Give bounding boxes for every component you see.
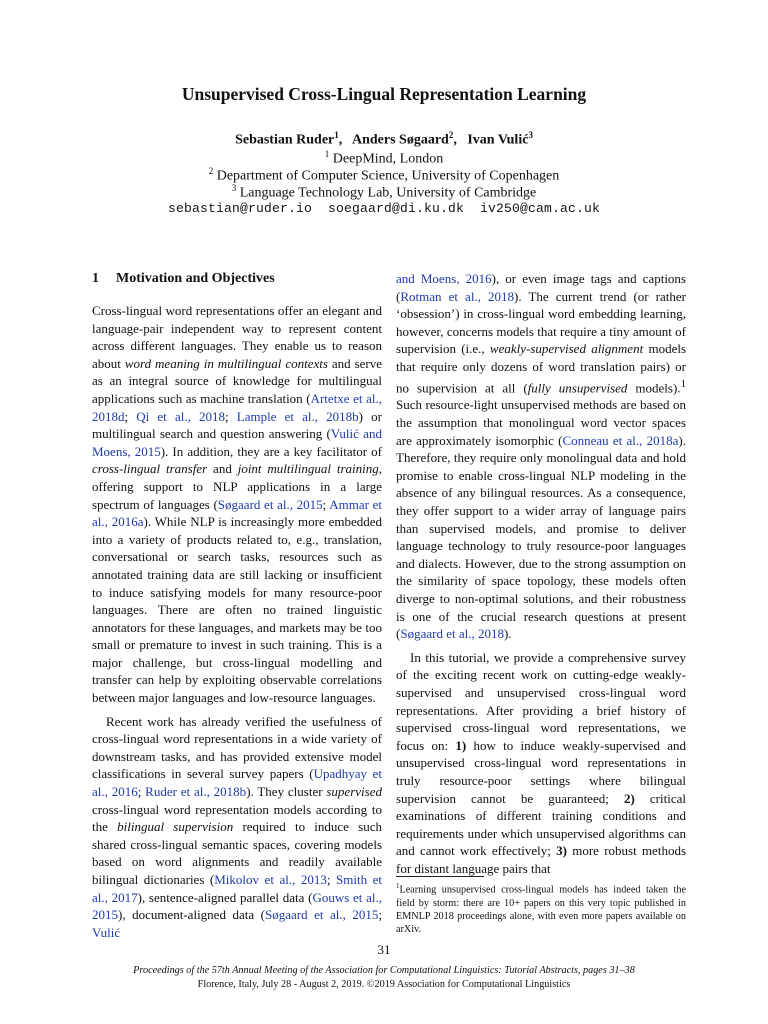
author-name: Anders Søgaard <box>351 132 449 148</box>
text-run: ; <box>378 907 382 923</box>
section-number: 1 <box>92 271 99 286</box>
text-run: ). In addition, they are a key facilitator of <box>160 443 382 459</box>
citation-link[interactable]: Artetxe et al., 2018d <box>92 390 382 424</box>
author-name: Ivan Vulić <box>467 132 529 148</box>
affiliation <box>0 183 768 202</box>
author-separator: , <box>338 132 346 148</box>
section-heading <box>92 270 382 290</box>
emphasis: supervised <box>326 784 382 800</box>
affiliation-mark: 1 <box>324 149 330 159</box>
author-name: Sebastian Ruder <box>235 132 335 148</box>
text-run: models). <box>627 379 681 395</box>
author-affiliation-mark: 3 <box>528 130 533 140</box>
text-run: Cross-lingual word representations offer an elegant and language-pair independent way to represent content across different languages. They enable us to reason about <box>92 303 382 371</box>
right-column <box>396 270 686 878</box>
text-run: ; <box>124 408 137 424</box>
emphasis: weakly-supervised alignment <box>489 341 644 357</box>
text-run: ; <box>322 496 330 512</box>
affiliation-mark: 3 <box>231 183 237 193</box>
affiliation <box>0 166 768 185</box>
text-run: ), or even image tags and captions ( <box>396 271 686 304</box>
text-run: ). <box>503 626 512 642</box>
citation-link[interactable]: Vulić <box>92 924 121 940</box>
text-run: ). They cluster <box>246 784 327 800</box>
author-separator: , <box>453 132 461 148</box>
bold-marker: 2) <box>623 790 635 806</box>
bold-marker: 3) <box>556 843 567 859</box>
footnote-rule <box>396 876 484 877</box>
footnote-mark: 1 <box>396 882 400 890</box>
emphasis: fully unsupervised <box>527 379 628 395</box>
citation-link[interactable]: Vulić and Moens, 2015 <box>92 426 382 459</box>
author-emails: sebastian@ruder.io soegaard@di.ku.dk iv250@cam.ac.uk <box>167 201 601 216</box>
paragraph <box>396 649 686 878</box>
text-run: ) or multilingual search and question answering ( <box>92 408 382 442</box>
text-run: ). Therefore, they require only monolingual data and hold promise to enable cross-lingual NLP modeling in the absence of any bilingual resources. As a consequence, they offer support to a wider array of language pairs than supervised models, and promise to deliver language technology to truly resource-poor languages and dialects. However, due to the strong assumption on the similarity of space topology, these models often diverge to non-optimal solutions, and their robustness is one of the crucial research questions at present ( <box>396 432 686 642</box>
text-run: ; <box>224 408 237 424</box>
text-run: Such resource-light unsupervised methods are based on the assumption that monolingual word vector spaces are approximately isomorphic ( <box>396 397 686 448</box>
text-run: and <box>207 461 238 477</box>
affiliation <box>0 149 768 168</box>
text-run: cross-lingual word representation models according to the <box>92 801 382 835</box>
author-affiliation-mark: 1 <box>334 130 339 140</box>
paragraph <box>396 270 686 643</box>
author-affiliation-mark: 2 <box>448 130 454 140</box>
paper-title: Unsupervised Cross-Lingual Representation Learning <box>181 84 587 104</box>
paragraph <box>92 713 382 942</box>
emphasis: bilingual supervision <box>117 819 234 835</box>
affiliation-mark: 2 <box>208 166 214 176</box>
citation-link[interactable]: Conneau et al., 2018a <box>562 432 679 448</box>
citation-link[interactable]: Søgaard et al., 2015 <box>217 496 323 512</box>
proceedings-line: Proceedings of the 57th Annual Meeting of the Association for Computational Linguistics: Tutorial Abstracts, pages 31–38 <box>133 965 635 976</box>
emphasis: cross-lingual transfer <box>92 461 208 477</box>
text-run: ; <box>326 872 337 887</box>
citation-link[interactable]: Smith et al., 2017 <box>92 872 382 905</box>
citation-link[interactable]: Qi et al., 2018 <box>136 408 225 424</box>
affiliation-text: Department of Computer Science, University of Copenhagen <box>216 168 560 184</box>
text-run: critical examinations of different training conditions and requirements under which unsupervised algorithms can and cannot work effectively; <box>396 790 686 859</box>
text-run: ). While NLP is increasingly more embedded into a variety of products related to, e.g., translation, conversational or search tasks, resources such as annotated training data are still lacking or insufficient to induce satisfying models for many resource-poor languages. There are often no trained linguistic annotators for these languages, and markets may be too small or premature to invest in such training. This is a major challenge, but cross-lingual modelling and transfer can help by exploiting observable correlations between major languages and low-resource languages. <box>92 514 382 706</box>
citation-link[interactable]: Søgaard et al., 2018 <box>400 626 504 642</box>
text-run: Recent work has already verified the usefulness of cross-lingual word representations in a wide variety of downstream tasks, and has provided extensive model classifications in several survey papers ( <box>92 713 382 782</box>
paragraph <box>92 302 382 707</box>
text-run: ; <box>137 784 146 800</box>
page-number: 31 <box>377 942 391 957</box>
citation-link[interactable]: Ammar et al., 2016a <box>92 496 382 530</box>
emphasis: joint multilingual training <box>237 461 379 477</box>
emphasis: word meaning in multilingual contexts <box>124 355 328 371</box>
text-run: required to induce such shared cross-lingual semantic spaces, covering models based on word alignments and readily available bilingual dictionaries ( <box>92 819 382 887</box>
text-run: how to induce weakly-supervised and unsupervised cross-lingual word representations in truly resource-poor settings where bilingual supervision cannot be guaranteed; <box>396 737 686 806</box>
footnote-ref[interactable]: 1 <box>680 377 686 390</box>
text-run: models that require only dozens of word translation pairs) or no supervision at all ( <box>396 341 687 395</box>
bold-marker: 1) <box>455 737 467 753</box>
footnote <box>396 880 686 937</box>
citation-link[interactable]: Ruder et al., 2018b <box>145 784 247 800</box>
citation-link[interactable]: Søgaard et al., 2015 <box>264 907 379 923</box>
citation-link[interactable]: Upadhyay et al., 2016 <box>92 766 383 800</box>
citation-link[interactable]: Gouws et al., 2015 <box>92 889 382 923</box>
footnote-text: Learning unsupervised cross-lingual models has indeed taken the field by storm: there are 10+ papers on this very topic published in EMNLP 2018 proceedings alone, with even more papers available on arXiv. <box>396 884 686 936</box>
venue-line: Florence, Italy, July 28 - August 2, 2019. ©2019 Association for Computational Linguistics <box>197 979 571 990</box>
citation-link[interactable]: and Moens, 2016 <box>396 271 492 286</box>
author-list <box>0 130 768 149</box>
text-run: ), sentence-aligned parallel data ( <box>137 889 313 905</box>
text-run: and serve as an integral source of knowledge for multilingual applications such as machine translation ( <box>92 355 383 406</box>
affiliation-text: DeepMind, London <box>332 151 444 167</box>
affiliation-text: Language Technology Lab, University of Cambridge <box>239 185 537 201</box>
text-run: more robust methods for distant language pairs that <box>396 843 687 876</box>
text-run: ). The current trend (or rather ‘obsession’) in cross-lingual word embedding learning, however, concerns models that require a tiny amount of supervision (i.e., <box>396 288 686 357</box>
citation-link[interactable]: Mikolov et al., 2013 <box>214 872 327 887</box>
text-run: ), document-aligned data ( <box>118 907 265 923</box>
citation-link[interactable]: Rotman et al., 2018 <box>400 288 515 304</box>
section-title: Motivation and Objectives <box>116 271 275 286</box>
left-column <box>92 270 382 941</box>
citation-link[interactable]: Lample et al., 2018b <box>236 408 359 424</box>
text-run: , offering support to NLP applications in a large spectrum of languages ( <box>92 461 382 512</box>
text-run: In this tutorial, we provide a comprehensive survey of the exciting recent work on cutting-edge weakly-supervised and unsupervised cross-lingual word representations. After providing a brief history of supervised cross-lingual word representations, we focus on: <box>396 649 686 753</box>
